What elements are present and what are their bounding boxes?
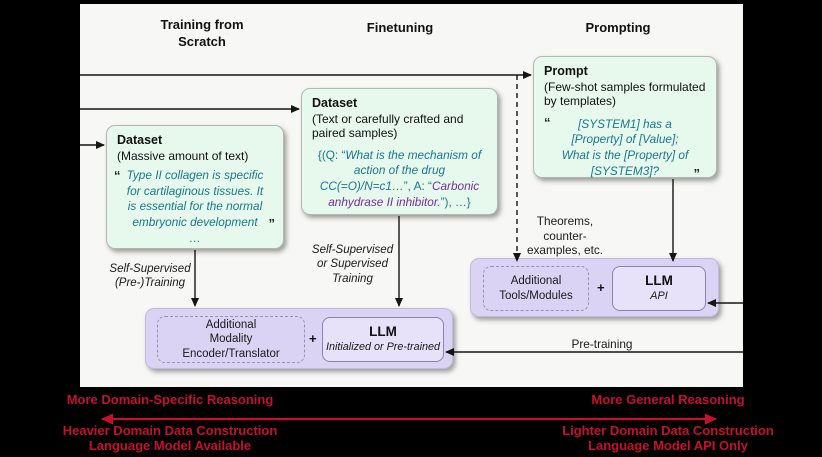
quote-line: What is the [Property] of <box>561 148 689 162</box>
label-line: Self-Supervised <box>109 263 191 275</box>
quote-line: for cartilaginous tissues. It <box>126 183 264 198</box>
label-line: examples, etc. <box>526 243 604 258</box>
quote-line: embryonic development <box>132 214 258 229</box>
qa-separator: ”, A: “ <box>403 179 432 193</box>
label-pre-training: Pre-training <box>571 337 633 351</box>
quote-ellipsis: … <box>189 230 201 245</box>
plus-sign: + <box>597 280 605 295</box>
quote-line: [SYSTEM3]? <box>590 163 660 178</box>
open-quote-mark: “ <box>114 168 121 184</box>
label-line: (Pre-)Training <box>114 277 186 290</box>
footer-right-construction: Lighter Domain Data Construction <box>562 423 774 438</box>
dataset-scratch-title: Dataset <box>117 133 163 147</box>
dataset-finetune-qa-sample <box>312 148 487 210</box>
quote-line: Type II collagen is specific <box>126 168 264 183</box>
llm-pretrained-box <box>322 317 444 362</box>
prompt-title: Prompt <box>544 64 588 78</box>
dataset-finetune-title: Dataset <box>312 96 358 110</box>
dataset-scratch-box <box>106 125 284 249</box>
footer-right-availability: Language Model API Only <box>588 438 748 453</box>
additional-tools-modules-box <box>483 266 589 311</box>
dataset-finetune-box <box>301 88 498 215</box>
open-quote-mark: “ <box>544 114 551 130</box>
llm-subtitle: Initialized or Pre-trained <box>325 341 441 354</box>
quote-line: is essential for the normal <box>127 199 263 214</box>
qa-answer: Carbonic anhydrase II inhibitor. <box>328 179 480 209</box>
close-quote-mark: ” <box>268 216 275 232</box>
label-theorems-counterexamples <box>520 214 610 258</box>
prompt-subtitle: (Few-shot samples formulated by templates) <box>544 79 706 109</box>
llm-title: LLM <box>645 272 673 288</box>
module-line: Tools/Modules <box>499 289 573 302</box>
label-line: Training <box>332 272 373 285</box>
qa-question: What is the mechanism of action of the drug CC(=O)/N=c1… <box>319 147 482 193</box>
footer-right-reasoning: More General Reasoning <box>591 392 745 407</box>
column-header-prompting: Prompting <box>585 20 651 35</box>
label-line: or Supervised <box>317 258 388 271</box>
qa-open: {(Q: “ <box>317 147 346 162</box>
tools-api-container <box>470 258 719 317</box>
plus-sign: + <box>309 331 317 346</box>
label-line: Self-Supervised <box>311 244 394 256</box>
prompt-box <box>533 56 717 181</box>
label-supervised-training <box>300 243 405 286</box>
llm-api-box <box>612 266 706 311</box>
dataset-scratch-quote <box>114 168 275 245</box>
dataset-scratch-subtitle: (Massive amount of text) <box>117 148 249 163</box>
module-line: Additional <box>205 318 257 331</box>
quote-line: [Property] of [Value]; <box>571 132 679 147</box>
llm-subtitle: API <box>650 290 668 303</box>
label-line: counter- <box>543 228 587 243</box>
module-line: Modality <box>209 333 253 346</box>
label-line: Theorems, <box>536 214 594 228</box>
qa-close: ”), …} <box>440 194 471 209</box>
footer-left-construction: Heavier Domain Data Construction <box>62 423 278 438</box>
module-line: Additional <box>510 275 562 288</box>
footer-left-reasoning: More Domain-Specific Reasoning <box>66 392 274 407</box>
column-header-training-from-scratch: Training from Scratch <box>160 17 244 49</box>
prompt-quote <box>544 114 706 181</box>
footer-left-availability: Language Model Available <box>88 438 252 453</box>
quote-line: [SYSTEM1] has a <box>578 116 672 131</box>
additional-modality-encoder-box <box>157 316 305 363</box>
module-line: Encoder/Translator <box>182 347 280 360</box>
column-header-finetuning: Finetuning <box>366 20 434 35</box>
close-quote-mark: ” <box>693 165 700 181</box>
dataset-finetune-subtitle: (Text or carefully crafted and paired samples) <box>312 111 464 141</box>
label-self-supervised-pretraining <box>95 262 205 291</box>
llm-title: LLM <box>369 323 397 339</box>
fusion-trained-container <box>145 308 453 369</box>
